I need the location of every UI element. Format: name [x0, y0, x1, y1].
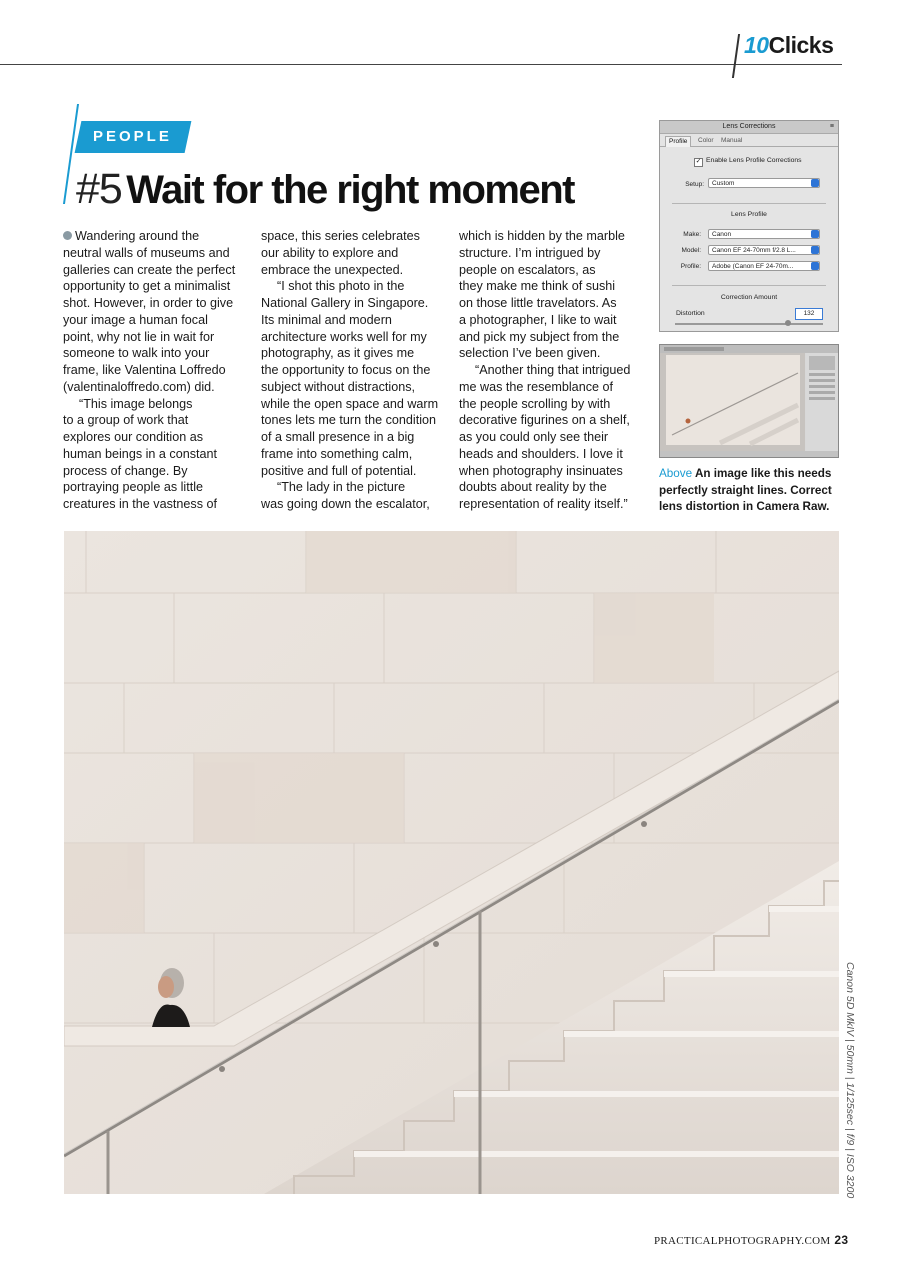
body-line: as you could only see their — [459, 430, 609, 444]
setup-select[interactable] — [708, 178, 820, 188]
correction-amount-heading: Correction Amount — [720, 294, 778, 301]
body-line: doubts about reality by the — [459, 480, 607, 495]
body-line: space, this series celebrates — [261, 229, 420, 243]
panel-tabs — [660, 134, 838, 147]
chevron-down-icon — [811, 230, 819, 238]
page-title: Wait for the right moment — [126, 168, 574, 212]
setup-value: Custom — [712, 180, 735, 187]
body-column-2 — [261, 228, 447, 513]
model-value: Canon EF 24-70mm f/2.8 L... — [712, 247, 796, 254]
profile-label: Profile: — [680, 263, 701, 270]
distortion-slider[interactable] — [675, 323, 823, 325]
tip-number: #5 — [76, 165, 122, 213]
body-line: the opportunity to focus on the — [261, 363, 431, 377]
body-line: photography, as it gives me — [261, 346, 415, 361]
lens-corrections-panel — [659, 120, 839, 332]
body-line: “The lady in the picture — [277, 480, 406, 495]
body-column-3 — [459, 228, 645, 513]
body-line: point, why not lie in wait for — [63, 329, 215, 344]
body-line: on those little travelators. As — [459, 296, 617, 310]
body-line: embrace the unexpected. — [261, 262, 404, 277]
body-line: portraying people as little — [63, 480, 204, 495]
body-line: “This image belongs — [79, 396, 193, 411]
page-number: 23 — [834, 1233, 849, 1247]
body-column-1 — [63, 228, 249, 513]
page-footer — [654, 1233, 848, 1247]
body-line: someone to walk into your — [63, 346, 210, 361]
body-line: frame, like Valentina Loffredo — [63, 363, 226, 377]
body-line: shot. However, in order to give — [63, 296, 234, 310]
chevron-down-icon — [811, 246, 819, 254]
profile-value: Adobe (Canon EF 24-70m... — [712, 263, 794, 270]
chevron-down-icon — [811, 179, 819, 187]
headline — [76, 165, 574, 223]
body-line: selection I’ve been given. — [459, 346, 601, 361]
main-photo — [64, 531, 839, 1194]
caption-line: perfectly straight lines. Correct — [659, 483, 832, 497]
panel-titlebar — [660, 121, 838, 134]
lens-profile-heading: Lens Profile — [731, 211, 767, 218]
body-line: galleries can create the perfect — [63, 262, 236, 277]
body-line: creatures in the vastness of — [63, 497, 218, 511]
body-line: me was the resemblance of — [459, 379, 613, 394]
body-line: your image a human focal — [63, 312, 208, 327]
distortion-label: Distortion — [676, 310, 705, 317]
panel-title: Lens Corrections — [722, 123, 776, 130]
body-line: to a group of work that — [63, 413, 189, 428]
caption-line: An image like this needs — [694, 467, 832, 480]
body-line: our ability to explore and — [261, 245, 399, 260]
body-line: neutral walls of museums and — [63, 245, 230, 260]
body-line: of a small presence in a big — [261, 430, 415, 444]
body-line: frame into something calm, — [261, 446, 413, 461]
tab-color[interactable]: Color — [698, 137, 714, 144]
setup-label: Setup: — [685, 181, 704, 188]
body-line: process of change. By — [63, 463, 188, 478]
body-line: National Gallery in Singapore. — [261, 296, 429, 310]
divider — [672, 285, 826, 286]
make-select[interactable] — [708, 229, 820, 239]
body-line: heads and shoulders. I love it — [459, 446, 623, 461]
body-line: when photography insinuates — [459, 463, 623, 478]
body-line: “Another thing that intrigued — [475, 363, 631, 377]
body-line: was going down the escalator, — [261, 497, 430, 511]
body-line: architecture works well for my — [261, 329, 427, 344]
body-line: the people scrolling by with — [459, 396, 611, 411]
footer-site: PRACTICALPHOTOGRAPHY.COM — [654, 1235, 831, 1247]
body-line: decorative figurines on a shelf, — [459, 413, 630, 428]
body-line: positive and full of potential. — [261, 463, 417, 478]
divider — [672, 203, 826, 204]
make-value: Canon — [712, 231, 732, 238]
panel-menu-icon[interactable]: ≡ — [829, 123, 834, 130]
distortion-value-field[interactable]: 132 — [795, 308, 823, 320]
caption-lead: Above — [659, 467, 693, 480]
bullet-icon — [63, 231, 72, 240]
body-line: explores our condition as — [63, 430, 204, 444]
body-line: (valentinaloffredo.com) did. — [63, 379, 215, 394]
body-line: tones lets me turn the condition — [261, 413, 437, 428]
body-line: and pick my subject from the — [459, 329, 620, 344]
exif-credit: Canon 5D MkIV | 50mm | 1/125sec | f/9 | ISO 3200 — [844, 962, 856, 1199]
model-label: Model: — [681, 247, 701, 254]
profile-select[interactable] — [708, 261, 820, 271]
chevron-down-icon — [811, 262, 819, 270]
camera-raw-screenshot-graphic — [660, 345, 838, 457]
brand-number: 10 — [744, 32, 769, 58]
main-photo-graphic — [64, 531, 839, 1194]
body-line: “I shot this photo in the — [277, 279, 405, 294]
tab-profile[interactable]: Profile — [665, 136, 691, 147]
category-label: PEOPLE — [93, 128, 172, 145]
make-label: Make: — [683, 231, 701, 238]
body-line: they make me think of sushi — [459, 279, 616, 294]
body-line: structure. I’m intrigued by — [459, 245, 601, 260]
camera-raw-screenshot — [659, 344, 839, 458]
body-line: while the open space and warm — [261, 396, 439, 411]
header-rule — [0, 64, 842, 65]
image-caption — [659, 466, 849, 516]
tab-manual[interactable]: Manual — [721, 137, 743, 144]
model-select[interactable] — [708, 245, 820, 255]
body-line: which is hidden by the marble — [459, 229, 625, 243]
caption-line: lens distortion in Camera Raw. — [659, 500, 830, 513]
enable-profile-label: Enable Lens Profile Corrections — [706, 157, 802, 164]
enable-profile-row — [694, 157, 802, 167]
section-brand — [744, 32, 833, 59]
body-line: opportunity to get a minimalist — [63, 279, 231, 294]
body-line: Wandering around the — [75, 229, 200, 243]
body-line: Its minimal and modern — [261, 312, 392, 327]
distortion-slider-thumb[interactable] — [785, 320, 791, 326]
enable-profile-checkbox[interactable]: ✓ — [695, 158, 702, 165]
header-slash — [732, 34, 740, 78]
body-line: representation of reality itself.” — [459, 497, 628, 511]
body-line: people on escalators, as — [459, 262, 596, 277]
brand-word: Clicks — [768, 32, 834, 58]
body-line: subject without distractions, — [261, 379, 415, 394]
body-line: a photographer, I like to wait — [459, 312, 617, 327]
body-line: human beings in a constant — [63, 446, 218, 461]
